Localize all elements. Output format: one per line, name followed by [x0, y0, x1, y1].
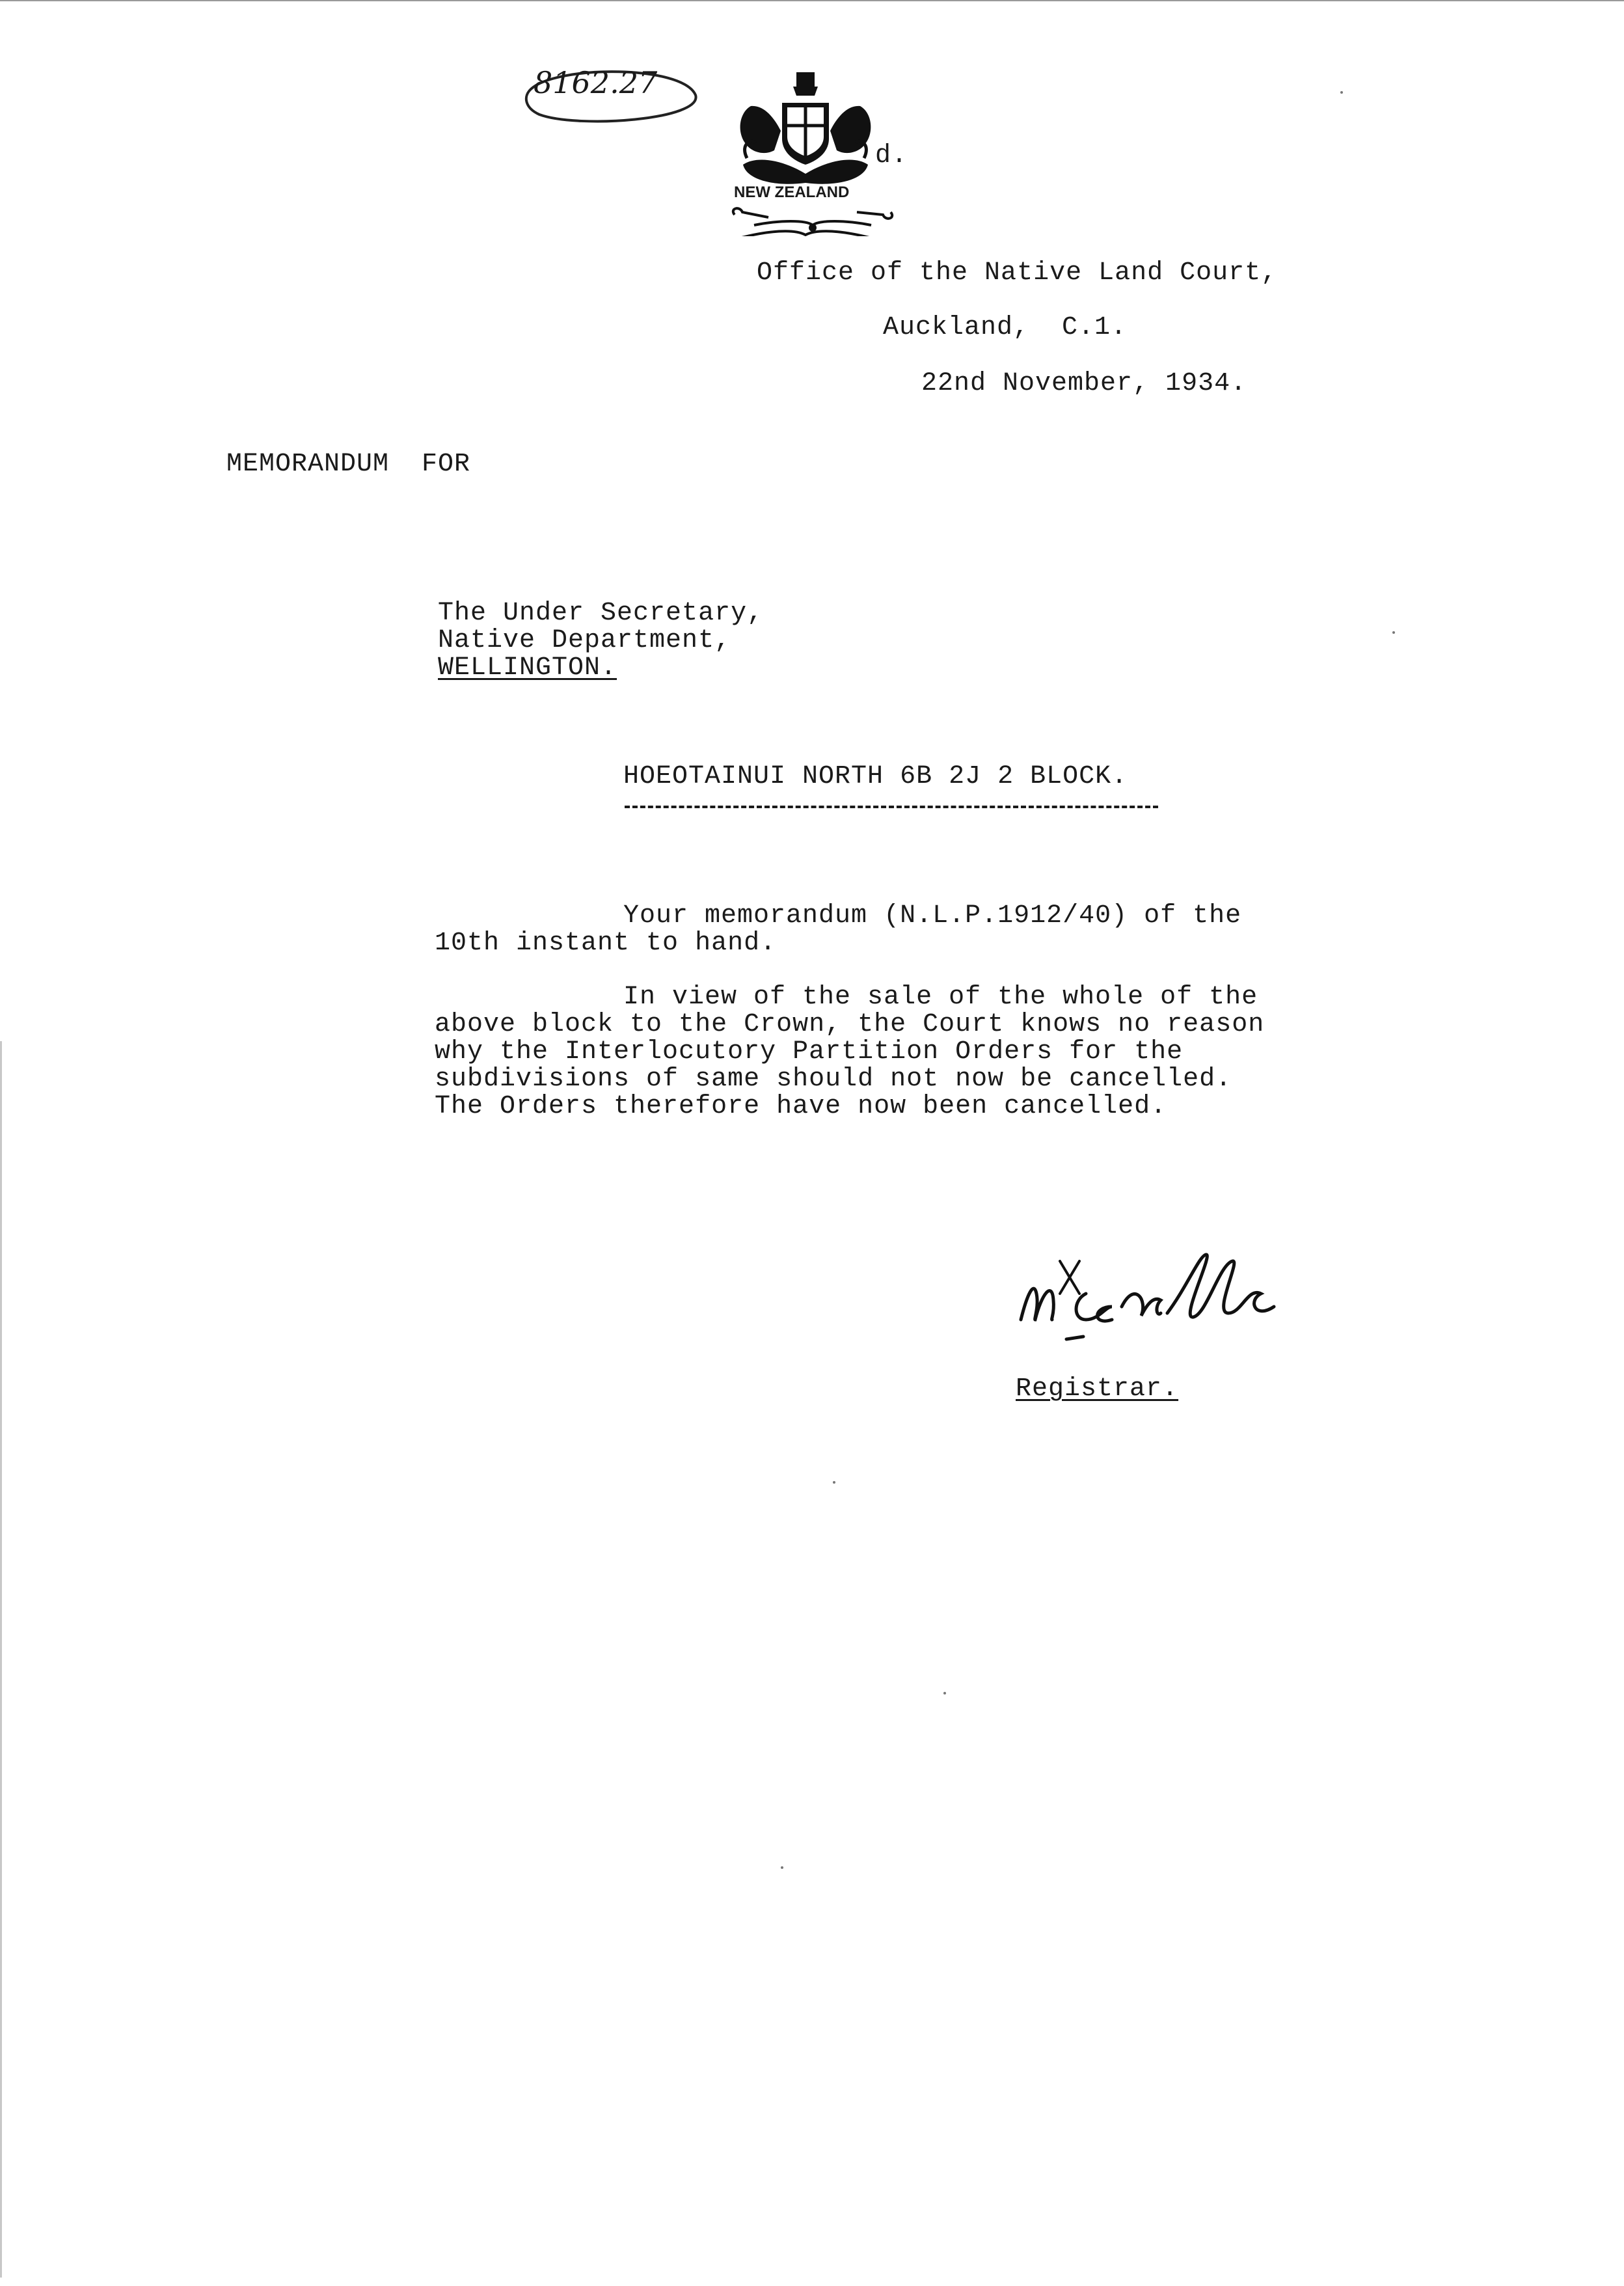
office-line: Office of the Native Land Court, — [757, 258, 1278, 288]
scan-speck — [1340, 91, 1343, 94]
scan-speck — [943, 1692, 946, 1694]
page-top-edge — [0, 0, 1624, 1]
recipient-title: The Under Secretary, — [438, 599, 764, 628]
crest-country-label: NEW ZEALAND — [734, 184, 850, 201]
body-paragraph-2-line-5: The Orders therefore have now been cancelled. — [435, 1092, 1167, 1121]
body-paragraph-2-line-4: subdivisions of same should not now be cancelled. — [435, 1065, 1232, 1094]
page-left-edge — [0, 1041, 2, 2278]
scan-speck — [833, 1481, 835, 1484]
body-paragraph-2-line-2: above block to the Crown, the Court knows no reason — [435, 1010, 1265, 1039]
subject-line: HOEOTAINUI NORTH 6B 2J 2 BLOCK. — [623, 762, 1128, 791]
city-line: Auckland, C.1. — [883, 313, 1128, 342]
scroll-ornament-icon — [728, 206, 897, 238]
reference-stamp — [508, 57, 696, 116]
signature-icon — [1008, 1242, 1307, 1352]
body-paragraph-1-line-2: 10th instant to hand. — [435, 929, 777, 958]
subject-underline — [625, 806, 1158, 808]
crest-ornament — [716, 194, 885, 226]
scan-speck — [781, 1866, 783, 1869]
scan-speck — [1392, 631, 1395, 634]
memorandum-heading: MEMORANDUM FOR — [226, 450, 471, 479]
signatory-title: Registrar. — [1016, 1374, 1179, 1404]
body-paragraph-2-line-3: why the Interlocutory Partition Orders for the — [435, 1037, 1184, 1067]
stamp-reference-text: 8162.27 — [534, 65, 658, 100]
crest-mark: d. — [875, 141, 908, 170]
handwritten-signature — [995, 1230, 1295, 1340]
recipient-city: WELLINGTON. — [438, 653, 617, 683]
recipient-department: Native Department, — [438, 626, 731, 655]
body-paragraph-2-line-1: In view of the sale of the whole of the — [623, 983, 1258, 1012]
letter-date: 22nd November, 1934. — [921, 369, 1247, 398]
body-paragraph-1-line-1: Your memorandum (N.L.P.1912/40) of the — [623, 901, 1242, 931]
